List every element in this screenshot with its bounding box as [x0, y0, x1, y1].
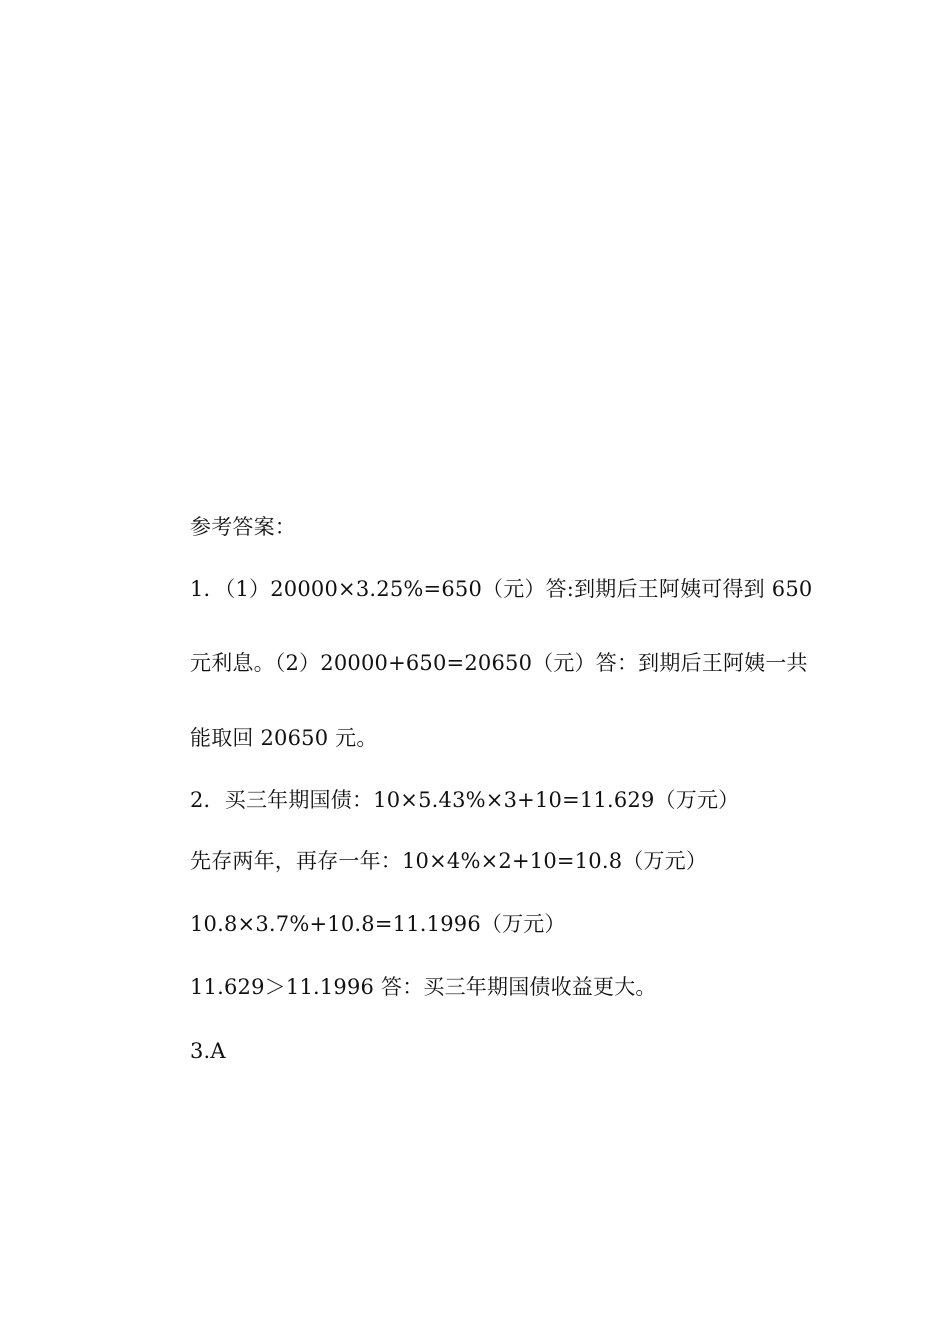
answer-line-2b: 先存两年，再存一年：10×4%×2+10=10.8（万元）: [190, 849, 708, 873]
answer-heading: 参考答案：: [190, 515, 296, 539]
answer-line-2c: 10.8×3.7%+10.8=11.1996（万元）: [190, 912, 566, 936]
answer-line-3: 3.A: [190, 1039, 226, 1063]
answer-line-1b: 元利息。（2）20000+650=20650（元）答：到期后王阿姨一共: [190, 651, 808, 675]
answer-line-2a: 2．买三年期国债：10×5.43%×3+10=11.629（万元）: [190, 788, 740, 812]
answer-line-1c: 能取回 20650 元。: [190, 726, 378, 750]
answer-line-2d: 11.629＞11.1996 答：买三年期国债收益更大。: [190, 975, 657, 999]
answer-line-1a: 1．（1）20000×3.25%=650（元）答:到期后王阿姨可得到 650: [190, 577, 813, 601]
